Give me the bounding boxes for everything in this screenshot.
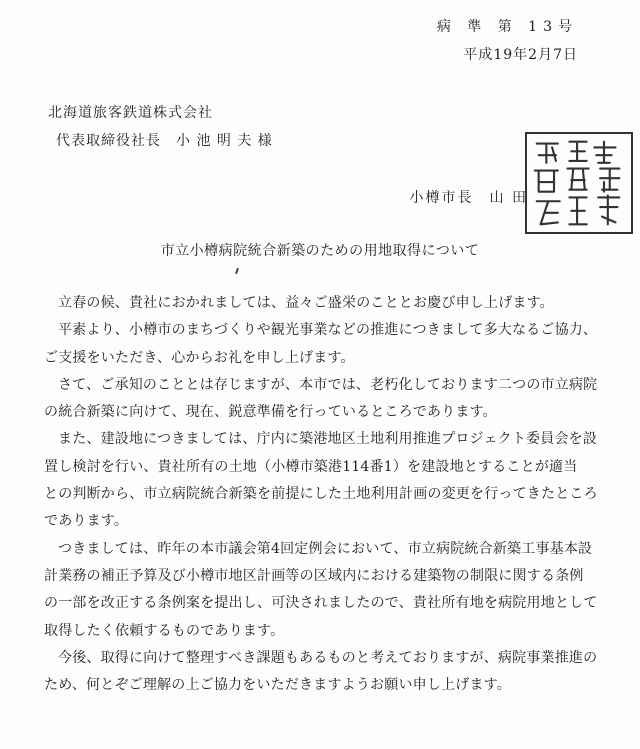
body-line: 立春の候、貴社におかれましては、益々ご盛栄のこととお慶び申し上げます。	[58, 295, 554, 311]
document-date: 平成19年2月7日	[463, 47, 578, 63]
seal-mark	[527, 134, 631, 232]
body-line: ため、何とぞご理解の上ご協力をいただきますようお願い申し上げます。	[44, 677, 511, 694]
paragraph-6	[44, 645, 604, 700]
document-number: 病 準 第 13号	[436, 19, 578, 35]
paragraph-5	[44, 536, 604, 645]
addressee-name: 代表取締役社長 小 池 明 夫 様	[56, 133, 273, 149]
body-line: また、建設地につきましては、庁内に築港地区土地利用推進プロジェクト委員会を設	[58, 431, 598, 448]
letter-body	[44, 290, 604, 699]
body-line: であります。	[44, 513, 129, 530]
addressee-company: 北海道旅客鉄道株式会社	[48, 105, 213, 121]
paragraph-4	[44, 426, 604, 535]
body-line: 今後、取得に向けて整理すべき課題もあるものと考えておりますが、病院事業推進の	[58, 649, 598, 666]
sender-title: 小樽市長 山 田	[409, 190, 528, 206]
paragraph-2	[44, 317, 604, 372]
body-line: との判断から、市立病院統合新築を前提にした土地利用計画の変更を行ってきたところ	[44, 486, 598, 503]
body-line: の統合新築に向けて、現在、鋭意準備を行っているところであります。	[44, 404, 497, 421]
body-line: 取得したく依頼するものであります。	[44, 622, 285, 639]
paragraph-1	[44, 290, 604, 317]
letter-subject: 市立小樽病院統合新築のための用地取得について	[160, 243, 480, 259]
body-line: 置し検討を行い、貴社所有の土地（小樽市築港114番1）を建設地とすることが適当	[44, 458, 578, 475]
body-line: 平素より、小樽市のまちづくりや観光事業などの推進につきまして多大なるご協力、	[58, 322, 598, 339]
body-line: さて、ご承知のこととは存じますが、本市では、老朽化しております二つの市立病院	[58, 376, 598, 393]
body-line: の一部を改正する条例案を提出し、可決されましたので、貴社所有地を病院用地として	[44, 595, 598, 612]
body-line: つきましては、昨年の本市議会第4回定例会において、市立病院統合新築工事基本設	[58, 540, 593, 557]
paragraph-3	[44, 372, 604, 427]
body-line: ご支援をいただき、心からお礼を申し上げます。	[44, 349, 355, 366]
official-seal	[525, 132, 633, 234]
stray-mark	[235, 268, 239, 274]
body-line: 計業務の補正予算及び小樽市地区計画等の区域内における建築物の制限に関する条例	[44, 567, 584, 584]
